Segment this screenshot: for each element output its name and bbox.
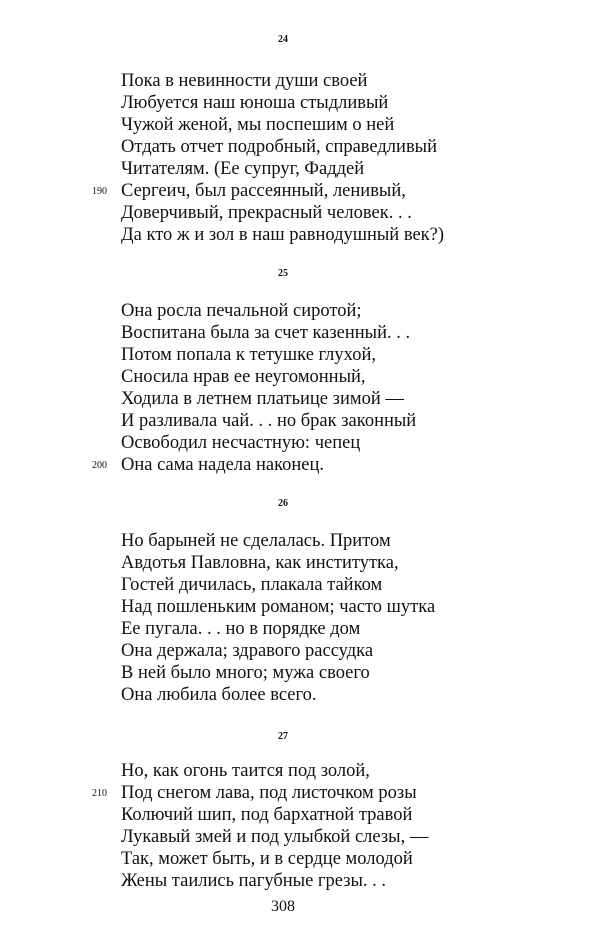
verse-line-text: Лукавый змей и под улыбкой слезы, —: [121, 827, 429, 847]
verse-line-text: Потом попала к тетушке глухой,: [121, 345, 376, 365]
line-number: 190: [92, 186, 107, 197]
stanza-number: 25: [278, 268, 288, 279]
verse-line: [0, 804, 600, 826]
verse-line: [0, 848, 600, 870]
verse-line: [0, 410, 600, 432]
verse-line-text: Читателям. (Ее супруг, Фаддей: [121, 159, 365, 179]
stanza-number: 26: [278, 498, 288, 509]
stanza-number: 24: [278, 34, 288, 45]
verse-line-text: Она росла печальной сиротой;: [121, 301, 362, 321]
verse-line: [0, 70, 600, 92]
page-number: 308: [271, 898, 295, 915]
verse-line-text: Так, может быть, и в сердце молодой: [121, 849, 413, 869]
verse-line: [0, 662, 600, 684]
verse-line-text: Ее пугала. . . но в порядке дом: [121, 619, 361, 639]
verse-line-text: Чужой женой, мы поспешим о ней: [121, 115, 395, 135]
verse-line-text: Но, как огонь таится под золой,: [121, 761, 370, 781]
verse-line: [0, 92, 600, 114]
verse-line: [0, 136, 600, 158]
verse-line-text: В ней было много; мужа своего: [121, 663, 370, 683]
line-number: 210: [92, 788, 107, 799]
verse-line-text: Ходила в летнем платьице зимой —: [121, 389, 404, 409]
verse-line: [0, 826, 600, 848]
verse-line: [0, 366, 600, 388]
stanza: [0, 70, 600, 246]
verse-line-text: Воспитана была за счет казенный. . .: [121, 323, 411, 343]
verse-line-text: Освободил несчастную: чепец: [121, 433, 361, 453]
verse-line-text: Она любила более всего.: [121, 685, 317, 705]
verse-line-text: Сергеич, был рассеянный, ленивый,: [121, 181, 406, 201]
verse-line-text: Гостей дичилась, плакала тайком: [121, 575, 383, 595]
verse-line-text: Пока в невинности души своей: [121, 71, 368, 91]
verse-line: [0, 552, 600, 574]
stanza: [0, 760, 600, 892]
verse-line-text: Но барыней не сделалась. Притом: [121, 531, 391, 551]
verse-line-text: Над пошленьким романом; часто шутка: [121, 597, 436, 617]
verse-line-text: Жены таились пагубные грезы. . .: [121, 871, 387, 891]
verse-line: [0, 158, 600, 180]
verse-line: [0, 224, 600, 246]
verse-line: [0, 574, 600, 596]
verse-line: [0, 596, 600, 618]
verse-line: [0, 388, 600, 410]
verse-line-text: Доверчивый, прекрасный человек. . .: [121, 203, 412, 223]
verse-line-text: Авдотья Павловна, как институтка,: [121, 553, 399, 573]
verse-line-text: Сносила нрав ее неугомонный,: [121, 367, 366, 387]
verse-line: [0, 530, 600, 552]
verse-line: [0, 870, 600, 892]
verse-line: [0, 300, 600, 322]
stanza: [0, 530, 600, 706]
verse-line-text: Отдать отчет подробный, справедливый: [121, 137, 438, 157]
verse-line: [0, 202, 600, 224]
verse-line-text: Под снегом лава, под листочком розы: [121, 783, 417, 803]
verse-line: [0, 432, 600, 454]
verse-line-text: И разливала чай. . . но брак законный: [121, 411, 417, 431]
verse-line: [0, 760, 600, 782]
verse-line: [0, 454, 600, 476]
verse-line: [0, 344, 600, 366]
verse-line-text: Да кто ж и зол в наш равнодушный век?): [121, 225, 445, 245]
verse-line: [0, 322, 600, 344]
verse-line-text: Любуется наш юноша стыдливый: [121, 93, 389, 113]
verse-line-text: Колючий шип, под бархатной травой: [121, 805, 413, 825]
verse-line: [0, 618, 600, 640]
verse-line-text: Она сама надела наконец.: [121, 455, 325, 475]
stanza-number: 27: [278, 731, 288, 742]
line-number: 200: [92, 460, 107, 471]
verse-line: [0, 782, 600, 804]
stanza: [0, 300, 600, 476]
verse-line: [0, 114, 600, 136]
verse-line: [0, 684, 600, 706]
verse-line: [0, 640, 600, 662]
verse-line: [0, 180, 600, 202]
verse-line-text: Она держала; здравого рассудка: [121, 641, 374, 661]
